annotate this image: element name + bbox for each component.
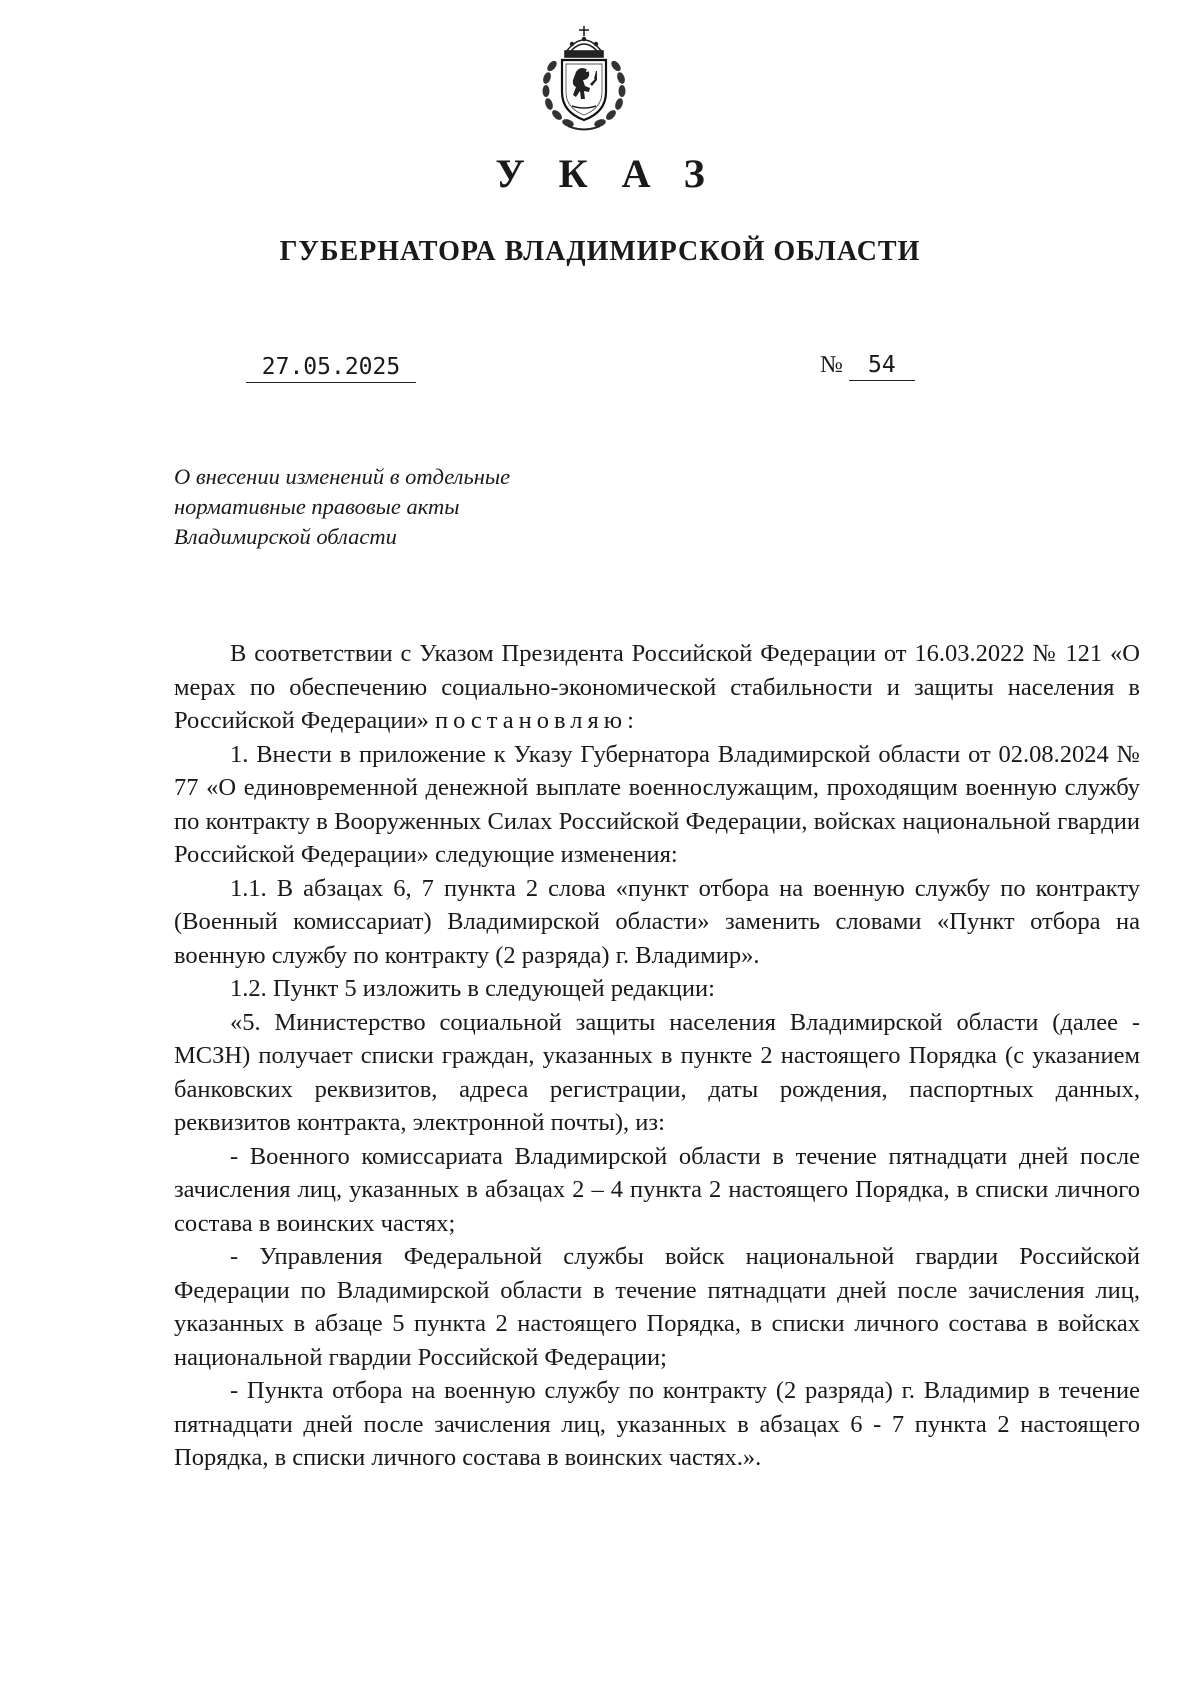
document-number (820, 352, 915, 381)
paragraph-1: 1. Внести в приложение к Указу Губернатора Владимирской области от 02.08.2024 № 77 «О единовременной денежной выплате военнослужащим, проходящим военную службу по контракту в Вооруженных Силах Российской Федерации, войсках национальной гвардии Российской Федерации» следующие изменения: (174, 740, 1140, 868)
number-sign: № (820, 352, 843, 378)
coat-of-arms-icon (532, 22, 636, 134)
document-date: 27.05.2025 (246, 354, 416, 383)
document-heading (174, 462, 510, 552)
paragraph-1-2: 1.2. Пункт 5 изложить в следующей редакции: (230, 975, 715, 1002)
preamble-decree-word: постановляю: (434, 707, 639, 734)
document-body (174, 637, 1140, 1475)
heading-line-3: Владимирской области (174, 524, 397, 549)
heading-line-1: О внесении изменений в отдельные (174, 464, 511, 489)
paragraph-point-5: «5. Министерство социальной защиты населения Владимирской области (далее - МСЗН) получает списки граждан, указанных в пункте 2 настоящего Порядка (с указанием банковских реквизитов, адреса регистрации, даты рождения, паспортных данных, реквизитов контракта, электронной почты), из: (174, 1008, 1140, 1136)
document-issuer: ГУБЕРНАТОРА ВЛАДИМИРСКОЙ ОБЛАСТИ (279, 236, 921, 267)
preamble-text: В соответствии с Указом Президента Российской Федерации от 16.03.2022 № 121 «О мерах по обеспечению социально-экономической стабильности и защиты населения в Российской Федерации» (174, 640, 1140, 734)
heading-line-2: нормативные правовые акты (174, 494, 460, 519)
paragraph-1-1: 1.1. В абзацах 6, 7 пункта 2 слова «пункт отбора на военную службу по контракту (Военный комиссариат) Владимирской области» заменить словами «Пункт отбора на военную службу по контракту (2 разряда) г. Владимир». (174, 874, 1140, 969)
list-item-national-guard: - Управления Федеральной службы войск национальной гвардии Российской Федерации по Владимирской области в течение пятнадцати дней после зачисления лиц, указанных в абзаце 5 пункта 2 настоящего Порядка, в списки личного состава в войсках национальной гвардии Российской Федерации; (174, 1243, 1140, 1371)
preamble-paragraph (174, 637, 1140, 738)
list-item-selection-point: - Пункта отбора на военную службу по контракту (2 разряда) г. Владимир в течение пятнадцати дней после зачисления лиц, указанных в абзацах 6 - 7 пункта 2 настоящего Порядка, в списки личного состава в воинских частях.». (174, 1377, 1140, 1471)
list-item-military-commissariat: - Военного комиссариата Владимирской области в течение пятнадцати дней после зачисления лиц, указанных в абзацах 2 – 4 пункта 2 настоящего Порядка, в списки личного состава в воинских частях; (174, 1142, 1140, 1237)
number-value: 54 (849, 352, 915, 381)
document-title: УКАЗ (495, 151, 739, 196)
